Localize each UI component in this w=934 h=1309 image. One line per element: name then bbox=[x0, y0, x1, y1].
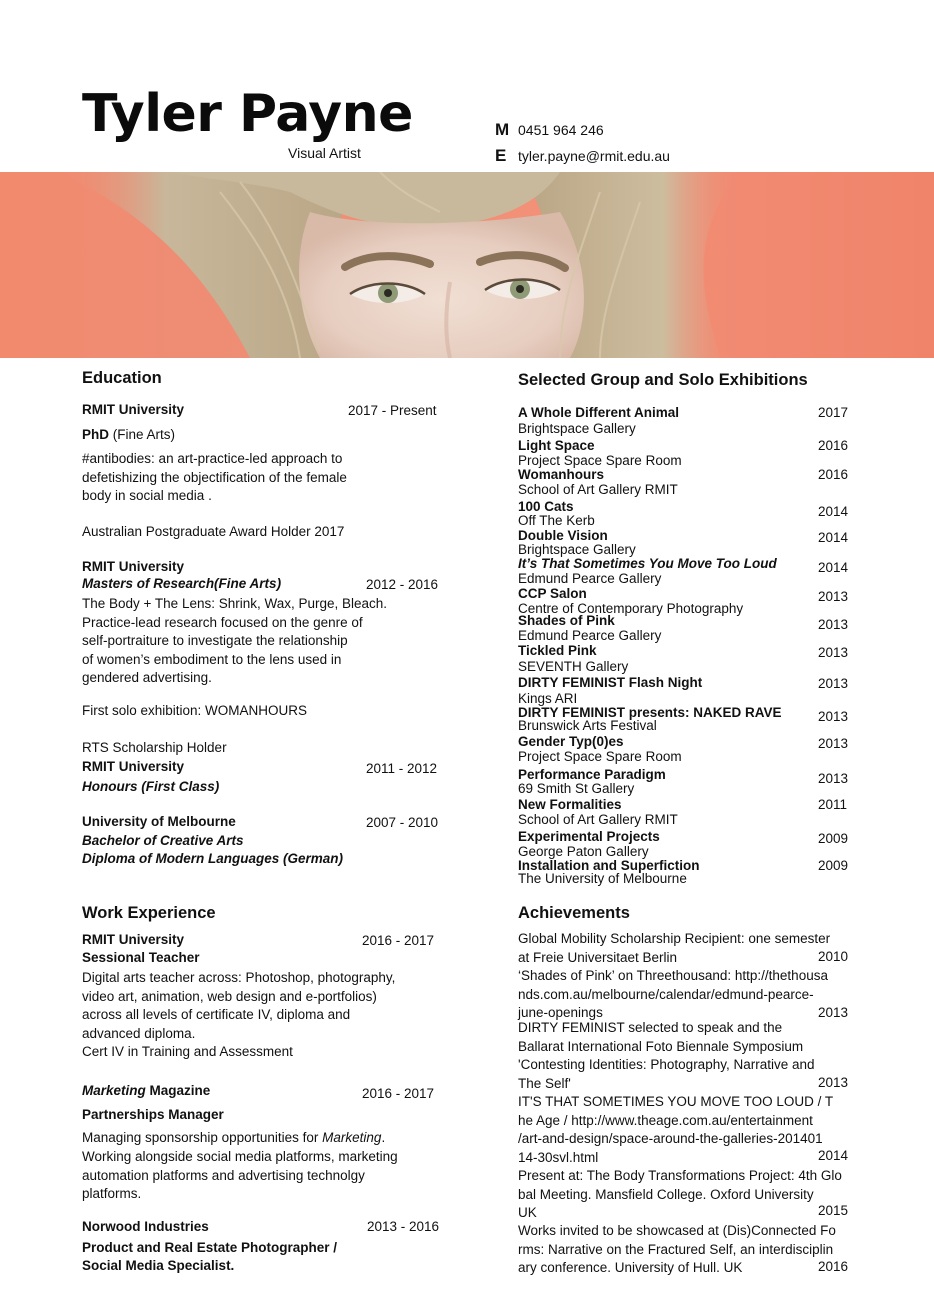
work1-desc-line: Digital arts teacher across: Photoshop, photography, bbox=[82, 970, 396, 985]
edu3-years: 2011 - 2012 bbox=[366, 761, 438, 776]
achievement-line: The Self' bbox=[518, 1075, 571, 1091]
edu4-degree: Bachelor of Creative Arts bbox=[82, 833, 244, 848]
achievement-line: Global Mobility Scholarship Recipient: one semester bbox=[518, 931, 831, 946]
email-label: E bbox=[495, 146, 507, 165]
exhibition-title: Tickled Pink bbox=[518, 643, 597, 658]
edu2-desc-line: of women’s embodiment to the lens used in bbox=[82, 651, 342, 667]
achievement-line: Works invited to be showcased at (Dis)Connected Fo bbox=[518, 1223, 836, 1238]
exhibition-title: DIRTY FEMINIST Flash Night bbox=[518, 675, 703, 690]
exhibition-year: 2013 bbox=[818, 645, 849, 660]
work1-org: RMIT University bbox=[82, 932, 185, 947]
exhibition-year: 2009 bbox=[818, 831, 849, 846]
work2-org bbox=[82, 1082, 210, 1101]
exhibition-year: 2013 bbox=[818, 771, 849, 786]
achievement-line: bal Meeting. Mansfield College. Oxford University bbox=[518, 1186, 814, 1202]
work2-desc-c: . bbox=[381, 1130, 386, 1145]
edu1-description bbox=[82, 450, 347, 506]
exhibition-title: Double Vision bbox=[518, 528, 608, 543]
work2-years: 2016 - 2017 bbox=[362, 1086, 435, 1101]
achievement-year: 2010 bbox=[818, 949, 849, 964]
exhibition-venue: George Paton Gallery bbox=[518, 844, 649, 859]
edu2-note2: RTS Scholarship Holder bbox=[82, 740, 227, 755]
exhibition-title: It’s That Sometimes You Move Too Loud bbox=[518, 556, 777, 571]
edu2-desc-line: gendered advertising. bbox=[82, 670, 212, 685]
exhibition-venue: Edmund Pearce Gallery bbox=[518, 628, 662, 643]
work1-desc-line: Cert IV in Training and Assessment bbox=[82, 1044, 293, 1059]
exhibition-venue: Brunswick Arts Festival bbox=[518, 718, 657, 733]
achievement-line: Present at: The Body Transformations Project: 4th Glo bbox=[518, 1168, 842, 1183]
edu1-years: 2017 - Present bbox=[348, 403, 437, 418]
work-heading: Work Experience bbox=[82, 904, 216, 922]
exhibition-title: New Formalities bbox=[518, 797, 622, 812]
work1-desc-line: across all levels of certificate IV, diploma and bbox=[82, 1007, 351, 1022]
exhibition-title: 100 Cats bbox=[518, 499, 574, 514]
edu2-years: 2012 - 2016 bbox=[366, 577, 439, 592]
work1-desc-line: advanced diploma. bbox=[82, 1025, 196, 1041]
edu3-institution: RMIT University bbox=[82, 759, 185, 774]
achievement-line: Ballarat International Foto Biennale Symposium bbox=[518, 1038, 804, 1054]
exhibition-title: CCP Salon bbox=[518, 586, 587, 601]
work3-title2: Social Media Specialist. bbox=[82, 1258, 235, 1273]
person-name: Tyler Payne bbox=[82, 84, 413, 144]
exhibition-year: 2014 bbox=[818, 504, 849, 519]
exhibitions-heading: Selected Group and Solo Exhibitions bbox=[518, 371, 808, 389]
exhibition-year: 2013 bbox=[818, 676, 849, 691]
exhibition-title: Performance Paradigm bbox=[518, 767, 666, 782]
work1-desc-line: video art, animation, web design and e-portfolios) bbox=[82, 988, 377, 1004]
work3-org: Norwood Industries bbox=[82, 1219, 209, 1234]
achievements-heading: Achievements bbox=[518, 904, 630, 922]
work1-years: 2016 - 2017 bbox=[362, 933, 435, 948]
edu2-institution: RMIT University bbox=[82, 559, 185, 574]
exhibition-venue: Kings ARI bbox=[518, 691, 578, 706]
edu1-degree-bold: PhD bbox=[82, 427, 109, 442]
edu1-desc-line: defetishizing the objectification of the female bbox=[82, 469, 347, 485]
exhibition-title: DIRTY FEMINIST presents: NAKED RAVE bbox=[518, 705, 782, 720]
exhibition-venue: Project Space Spare Room bbox=[518, 453, 682, 468]
edu2-desc-line: self-portraiture to investigate the relationship bbox=[82, 633, 348, 648]
edu1-desc-line: body in social media . bbox=[82, 488, 212, 503]
achievement-line: june-openings bbox=[518, 1005, 603, 1020]
exhibition-year: 2017 bbox=[818, 405, 849, 420]
work2-desc-first bbox=[82, 1129, 385, 1148]
achievement-item bbox=[518, 1093, 833, 1167]
achievement-item bbox=[518, 967, 828, 1023]
edu1-note: Australian Postgraduate Award Holder 2017 bbox=[82, 524, 345, 539]
exhibition-venue: Off The Kerb bbox=[518, 513, 595, 528]
work2-desc-a: Managing sponsorship opportunities for bbox=[82, 1130, 319, 1145]
work1-description bbox=[82, 969, 395, 1062]
work2-desc-b: Marketing bbox=[322, 1130, 382, 1145]
edu1-desc-line: #antibodies: an art-practice-led approach to bbox=[82, 451, 343, 466]
exhibition-venue: Brightspace Gallery bbox=[518, 421, 636, 436]
achievement-line: IT'S THAT SOMETIMES YOU MOVE TOO LOUD / T bbox=[518, 1094, 834, 1109]
edu4-institution: University of Melbourne bbox=[82, 814, 236, 829]
achievement-year: 2015 bbox=[818, 1203, 849, 1218]
achievement-item bbox=[518, 930, 830, 967]
achievement-line: 'Contesting Identities: Photography, Narrative and bbox=[518, 1057, 815, 1072]
person-role: Visual Artist bbox=[288, 145, 361, 161]
exhibition-year: 2016 bbox=[818, 438, 849, 453]
exhibition-venue: The University of Melbourne bbox=[518, 871, 687, 886]
achievement-year: 2014 bbox=[818, 1148, 849, 1163]
edu1-degree bbox=[82, 426, 175, 445]
achievement-year: 2013 bbox=[818, 1005, 849, 1020]
work1-title: Sessional Teacher bbox=[82, 950, 200, 965]
exhibition-year: 2013 bbox=[818, 736, 849, 751]
edu2-degree: Masters of Research(Fine Arts) bbox=[82, 576, 282, 591]
exhibition-venue: Edmund Pearce Gallery bbox=[518, 571, 662, 586]
email-address: tyler.payne@rmit.edu.au bbox=[518, 148, 670, 164]
exhibition-year: 2014 bbox=[818, 530, 849, 545]
achievement-line: 14-30svl.html bbox=[518, 1149, 599, 1165]
exhibition-year: 2013 bbox=[818, 617, 849, 632]
achievement-line: /art-and-design/space-around-the-galleries-201401 bbox=[518, 1131, 823, 1146]
edu1-degree-rest: (Fine Arts) bbox=[112, 427, 176, 442]
work2-description bbox=[82, 1148, 398, 1204]
exhibition-year: 2014 bbox=[818, 560, 849, 575]
exhibition-title: Gender Typ(0)es bbox=[518, 734, 624, 749]
exhibition-venue: Brightspace Gallery bbox=[518, 542, 636, 557]
work3-title: Product and Real Estate Photographer / bbox=[82, 1240, 338, 1255]
edu2-desc-line: Practice-lead research focused on the genre of bbox=[82, 614, 363, 630]
exhibition-venue: School of Art Gallery RMIT bbox=[518, 812, 678, 827]
mobile-label: M bbox=[495, 120, 510, 139]
work3-years: 2013 - 2016 bbox=[367, 1219, 440, 1234]
exhibition-venue: SEVENTH Gallery bbox=[518, 659, 629, 674]
achievement-item bbox=[518, 1167, 842, 1223]
mobile-number: 0451 964 246 bbox=[518, 122, 604, 138]
exhibition-year: 2013 bbox=[818, 589, 849, 604]
edu1-institution: RMIT University bbox=[82, 402, 185, 417]
exhibition-title: Installation and Superfiction bbox=[518, 858, 700, 873]
achievement-line: ‘Shades of Pink’ on Threethousand: http://thethousa bbox=[518, 968, 828, 983]
exhibition-title: Shades of Pink bbox=[518, 613, 615, 628]
exhibition-year: 2013 bbox=[818, 709, 849, 724]
work2-desc-line: platforms. bbox=[82, 1186, 142, 1201]
work2-title: Partnerships Manager bbox=[82, 1107, 224, 1122]
exhibition-venue: Project Space Spare Room bbox=[518, 749, 682, 764]
work2-org-italic: Marketing bbox=[82, 1083, 146, 1098]
exhibition-title: Light Space bbox=[518, 438, 595, 453]
work2-org-rest: Magazine bbox=[149, 1083, 211, 1098]
achievement-line: at Freie Universitaet Berlin bbox=[518, 949, 678, 965]
achievement-line: he Age / http://www.theage.com.au/entertainment bbox=[518, 1112, 813, 1128]
exhibition-title: Womanhours bbox=[518, 467, 605, 482]
edu4-years: 2007 - 2010 bbox=[366, 815, 439, 830]
achievement-item bbox=[518, 1019, 815, 1093]
achievement-year: 2016 bbox=[818, 1259, 849, 1274]
edu2-description bbox=[82, 595, 387, 688]
work2-desc-line: Working alongside social media platforms, marketing bbox=[82, 1149, 398, 1164]
achievement-line: rms: Narrative on the Fractured Self, an interdisciplin bbox=[518, 1241, 834, 1257]
exhibition-title: Experimental Projects bbox=[518, 829, 660, 844]
achievement-line: ary conference. University of Hull. UK bbox=[518, 1260, 743, 1275]
portrait-banner bbox=[0, 172, 934, 358]
achievement-line: nds.com.au/melbourne/calendar/edmund-pearce- bbox=[518, 986, 814, 1002]
exhibition-year: 2011 bbox=[818, 797, 848, 812]
achievement-line: UK bbox=[518, 1205, 537, 1220]
edu2-desc-line: The Body + The Lens: Shrink, Wax, Purge, Bleach. bbox=[82, 596, 388, 611]
achievement-item bbox=[518, 1222, 836, 1278]
exhibition-year: 2016 bbox=[818, 467, 849, 482]
achievement-year: 2013 bbox=[818, 1075, 849, 1090]
work2-desc-line: automation platforms and advertising technolgy bbox=[82, 1167, 365, 1183]
exhibition-venue: Centre of Contemporary Photography bbox=[518, 601, 744, 616]
edu3-degree: Honours (First Class) bbox=[82, 779, 220, 794]
portrait-illustration bbox=[0, 172, 934, 358]
edu2-note1: First solo exhibition: WOMANHOURS bbox=[82, 703, 308, 718]
edu4-degree2: Diploma of Modern Languages (German) bbox=[82, 851, 344, 866]
exhibition-venue: School of Art Gallery RMIT bbox=[518, 482, 678, 497]
education-heading: Education bbox=[82, 369, 162, 387]
exhibition-year: 2009 bbox=[818, 858, 849, 873]
exhibition-venue: 69 Smith St Gallery bbox=[518, 781, 635, 796]
exhibition-title: A Whole Different Animal bbox=[518, 405, 680, 420]
achievement-line: DIRTY FEMINIST selected to speak and the bbox=[518, 1020, 783, 1035]
